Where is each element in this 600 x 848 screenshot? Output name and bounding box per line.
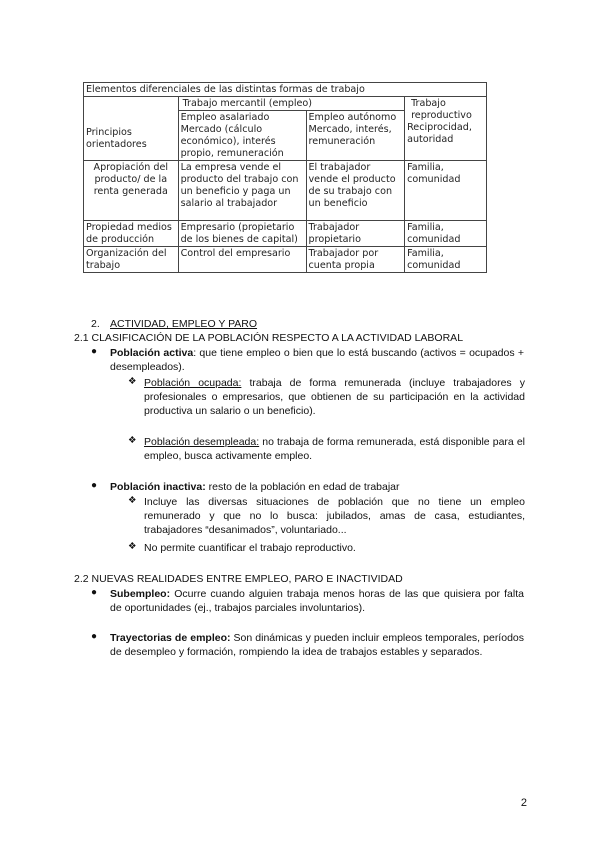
cell-reproductivo-principios: Reciprocidad, autoridad xyxy=(407,122,472,145)
cell-reproductivo-propiedad: Familia, comunidad xyxy=(405,221,487,247)
diamond-bullet-icon: ❖ xyxy=(128,376,137,387)
desempleada-text: no trabaja de forma remunerada, está disponible para el empleo, busca activamente empleo. xyxy=(144,436,525,462)
subempleo-paragraph xyxy=(110,587,524,615)
inactiva-item-2: No permite cuantificar el trabajo reproductivo. xyxy=(144,542,356,554)
inactiva-text: resto de la población en edad de trabajar xyxy=(205,481,400,493)
cell-asalariado-apropiacion: La empresa vende el producto del trabajo con un beneficio y paga un salario al trabajador xyxy=(178,161,306,221)
inactiva-item-1: Incluye las diversas situaciones de población que no tiene un empleo remunerado y que no lo busca: jubilados, amas de casa, estudiantes, trabajadores “desanimados”, voluntariado... xyxy=(144,496,525,536)
trayectorias-term: Trayectorias de empleo: xyxy=(110,632,231,644)
bullet-icon: ● xyxy=(91,480,98,491)
cell-asalariado-propiedad: Empresario (propietario de los bienes de capital) xyxy=(178,221,306,247)
subsection-2-1-title: 2.1 CLASIFICACIÓN DE LA POBLACIÓN RESPECTO A LA ACTIVIDAD LABORAL xyxy=(74,332,464,344)
subempleo-text: Ocurre cuando alguien trabaja menos horas de las que quisiera por falta de oportunidades (ej., trabajos parciales involuntarios). xyxy=(110,588,524,614)
table-group-header: Trabajo mercantil (empleo) xyxy=(178,97,404,111)
section-2-number: 2. xyxy=(91,318,100,330)
activa-paragraph xyxy=(110,346,524,374)
table-caption: Elementos diferenciales de las distintas formas de trabajo xyxy=(84,83,487,97)
row-label-propiedad: Propiedad medios de producción xyxy=(84,221,179,247)
bullet-icon: ● xyxy=(91,587,98,598)
activa-term: Población activa xyxy=(110,347,194,359)
table-corner-cell xyxy=(84,97,179,111)
cell-reproductivo-apropiacion: Familia, comunidad xyxy=(405,161,487,221)
cell-autonomo-principios-text: Empleo autónomo Mercado, interés, remuneración xyxy=(308,112,397,147)
diamond-bullet-icon: ❖ xyxy=(128,541,137,552)
bullet-icon: ● xyxy=(91,631,98,642)
forms-of-work-table xyxy=(83,82,487,273)
desempleada-term: Población desempleada: xyxy=(144,436,260,448)
section-2-title: ACTIVIDAD, EMPLEO Y PARO xyxy=(110,318,258,330)
cell-asalariado-principios xyxy=(178,111,306,161)
cell-asalariado-organizacion: Control del empresario xyxy=(178,247,306,273)
cell-autonomo-principios xyxy=(306,111,405,161)
row-label-apropiacion: Apropiación del producto/ de la renta generada xyxy=(84,161,179,221)
subempleo-term: Subempleo: xyxy=(110,588,171,600)
ocupada-term: Población ocupada: xyxy=(144,377,242,389)
bullet-icon: ● xyxy=(91,346,98,357)
cell-autonomo-apropiacion: El trabajador vende el producto de su trabajo con un beneficio xyxy=(306,161,405,221)
cell-autonomo-propiedad: Trabajador propietario xyxy=(306,221,405,247)
inactiva-paragraph xyxy=(110,480,524,494)
cell-reproductivo-organizacion: Familia, comunidad xyxy=(405,247,487,273)
row-label-principios: Principios orientadores xyxy=(84,111,179,161)
trayectorias-text: Son dinámicas y pueden incluir empleos temporales, períodos de desempleo y formación, rompiendo la idea de trabajos estables y separados. xyxy=(110,632,524,658)
diamond-bullet-icon: ❖ xyxy=(128,435,137,446)
ocupada-text: trabaja de forma remunerada (incluye trabajadores y profesionales o empresarios, que obtienen de su participación en la actividad productiva un salario o un beneficio). xyxy=(144,377,525,417)
cell-autonomo-organizacion: Trabajador por cuenta propia xyxy=(306,247,405,273)
subsection-2-2-title: 2.2 NUEVAS REALIDADES ENTRE EMPLEO, PARO E INACTIVIDAD xyxy=(74,573,403,585)
cell-asalariado-principios-text: Empleo asalariado Mercado (cálculo económico), interés propio, remuneración xyxy=(180,112,284,159)
inactiva-term: Población inactiva: xyxy=(110,481,206,493)
page-number: 2 xyxy=(520,797,527,809)
desempleada-paragraph xyxy=(144,435,525,463)
activa-text: : que tiene empleo o bien que lo está buscando (activos = ocupados + desempleados). xyxy=(110,347,524,373)
row-label-organizacion: Organización del trabajo xyxy=(84,247,179,273)
ocupada-paragraph xyxy=(144,376,525,418)
trayectorias-paragraph xyxy=(110,631,524,659)
diamond-bullet-icon: ❖ xyxy=(128,495,137,506)
header-reproductivo: Trabajo reproductivo xyxy=(411,98,472,121)
table-reproductivo-cell xyxy=(405,97,487,161)
